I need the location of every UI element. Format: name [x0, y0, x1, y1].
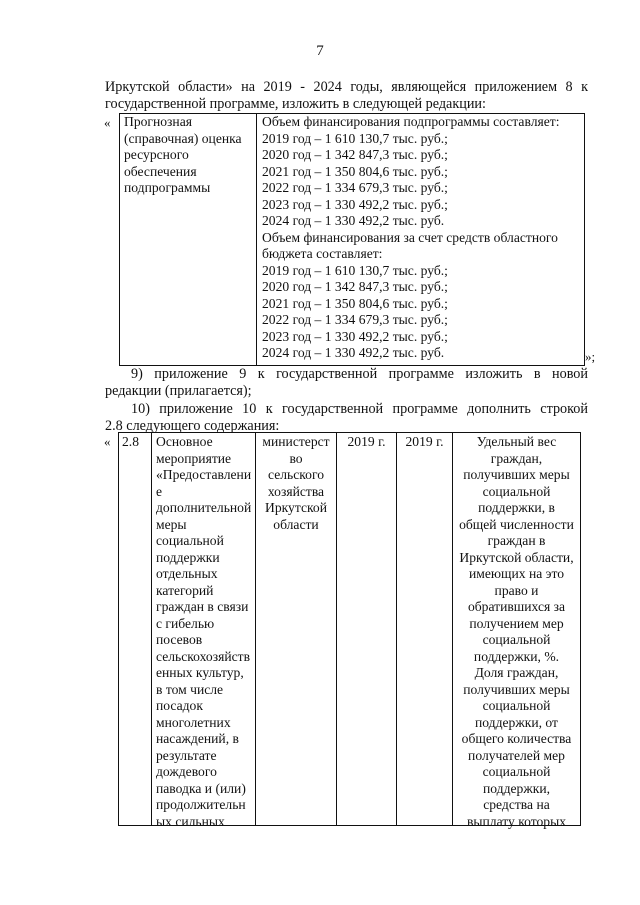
- funding-line: 2022 год – 1 334 679,3 тыс. руб.;: [262, 180, 448, 195]
- executor-line: области: [273, 516, 319, 532]
- funding-line: 2019 год – 1 610 130,7 тыс. руб.;: [262, 262, 448, 278]
- event-line: продолжительн: [156, 797, 246, 812]
- indicator-line: социальной: [482, 698, 551, 713]
- indicator-line: обратившихся за: [467, 599, 566, 614]
- indicator-line: социальной: [482, 632, 551, 647]
- table-2-col-line: [580, 432, 581, 826]
- table-2-col-line: [396, 432, 397, 826]
- funding-line: 2023 год – 1 330 492,2 тыс. руб.;: [262, 328, 448, 344]
- event-line: насаждений, в: [156, 731, 239, 746]
- left-line: Прогнозная: [124, 114, 192, 129]
- event-line: отдельных: [156, 566, 218, 581]
- indicator-line: граждан в: [487, 533, 546, 548]
- indicator-line: поддержки, от: [475, 714, 558, 730]
- funding-line: 2021 год – 1 350 804,6 тыс. руб.;: [262, 295, 448, 311]
- event-line: дождевого: [156, 764, 217, 779]
- indicator-line: имеющих на это: [468, 566, 565, 581]
- funding-line: 2020 год – 1 342 847,3 тыс. руб.;: [262, 147, 448, 162]
- quote-close-1: »;: [585, 349, 596, 364]
- table-2-col-line: [118, 432, 119, 826]
- event-line: мероприятие: [156, 450, 232, 466]
- funding-line: 2021 год – 1 350 804,6 тыс. руб.;: [262, 163, 448, 179]
- table-2-end-year: 2019 г.: [405, 434, 444, 449]
- indicator-line: Иркутской области,: [459, 549, 574, 565]
- quote-open-2: «: [104, 434, 111, 449]
- table-2-number: 2.8: [122, 434, 139, 449]
- indicator-line: получивших меры: [463, 681, 570, 697]
- funding-line: 2024 год – 1 330 492,2 тыс. руб.: [262, 213, 445, 228]
- funding-line: 2023 год – 1 330 492,2 тыс. руб.;: [262, 196, 448, 212]
- table-2-top-border: [118, 432, 580, 433]
- funding-line: Объем финансирования за счет средств областного: [262, 229, 558, 245]
- event-line: ых сильных: [156, 813, 225, 829]
- indicator-line: средства на: [483, 797, 550, 812]
- event-line: меры: [156, 516, 187, 532]
- event-line: социальной: [156, 533, 224, 548]
- funding-line: 2019 год – 1 610 130,7 тыс. руб.;: [262, 130, 448, 146]
- indicator-line: выплату которых: [466, 813, 567, 829]
- executor-line: министерст: [262, 434, 330, 449]
- indicator-line: социальной: [482, 764, 551, 779]
- event-line: поддержки: [156, 549, 220, 565]
- indicator-line: поддержки, %.: [473, 648, 560, 664]
- left-line: обеспечения: [124, 163, 197, 179]
- indicator-line: право и: [494, 582, 539, 598]
- table-2-event-cell: [156, 434, 251, 830]
- event-line: паводка и (или): [156, 780, 246, 796]
- indicator-line: получением мер: [469, 615, 564, 631]
- indicator-line: общей численности: [459, 516, 574, 532]
- executor-line: во: [289, 450, 303, 466]
- indicator-line: Доля граждан,: [474, 665, 559, 680]
- event-line: дополнительной: [156, 500, 252, 515]
- event-line: Основное: [156, 434, 213, 449]
- event-line: сельскохозяйств: [156, 648, 250, 664]
- item10-line-1: 10) приложение 10 к государственной программе дополнить строкой: [131, 401, 588, 417]
- table-2-start-year: 2019 г.: [347, 434, 386, 449]
- table-1-right-cell: [262, 114, 559, 362]
- event-line: категорий: [156, 582, 214, 598]
- left-line: ресурсного: [124, 147, 189, 162]
- table-2-executor-cell: [256, 434, 336, 533]
- event-line: «Предоставлени: [156, 467, 252, 482]
- intro-line-1: Иркутской области» на 2019 - 2024 годы, являющейся приложением 8 к: [105, 79, 588, 95]
- event-line: посадок: [156, 698, 203, 713]
- item10-line-2: 2.8 следующего содержания:: [105, 418, 280, 434]
- funding-line: 2024 год – 1 330 492,2 тыс. руб.: [262, 345, 445, 360]
- indicator-line: Удельный вес: [476, 434, 557, 449]
- event-line: многолетних: [156, 714, 231, 730]
- left-line: подпрограммы: [124, 180, 211, 195]
- indicator-line: общего количества: [461, 731, 572, 746]
- event-line: посевов: [156, 632, 203, 647]
- funding-line: 2020 год – 1 342 847,3 тыс. руб.;: [262, 279, 448, 294]
- event-line: с гибелью: [156, 615, 215, 631]
- indicator-line: получателей мер: [468, 747, 565, 763]
- funding-line: Объем финансирования подпрограммы составляет:: [262, 114, 560, 129]
- page-number: 7: [316, 43, 324, 59]
- indicator-line: получивших меры: [463, 467, 570, 482]
- indicator-line: социальной: [482, 483, 551, 499]
- executor-line: Иркутской: [265, 500, 327, 515]
- table-2-col-line: [151, 432, 152, 826]
- item9-line-1: 9) приложение 9 к государственной программе изложить в новой: [131, 366, 588, 382]
- executor-line: хозяйства: [267, 483, 325, 499]
- funding-line: бюджета составляет:: [262, 246, 383, 261]
- executor-line: сельского: [268, 467, 324, 482]
- table-2-col-line: [336, 432, 337, 826]
- intro-line-2: государственной программе, изложить в следующей редакции:: [105, 96, 486, 112]
- event-line: е: [156, 483, 163, 499]
- event-line: в том числе: [156, 681, 224, 697]
- quote-open-1: «: [104, 115, 111, 130]
- table-1-left-cell: [124, 114, 242, 197]
- indicator-line: граждан,: [490, 450, 543, 466]
- left-line: (справочная) оценка: [124, 130, 242, 146]
- event-line: енных культур,: [156, 665, 244, 680]
- indicator-line: поддержки, в: [478, 500, 555, 515]
- table-2-indicator-cell: [453, 434, 580, 830]
- item9-line-2: редакции (прилагается);: [105, 383, 252, 399]
- event-line: граждан в связи: [156, 599, 249, 614]
- table-1-divider: [256, 113, 257, 365]
- event-line: результате: [156, 747, 217, 763]
- indicator-line: поддержки,: [482, 780, 550, 796]
- funding-line: 2022 год – 1 334 679,3 тыс. руб.;: [262, 312, 448, 327]
